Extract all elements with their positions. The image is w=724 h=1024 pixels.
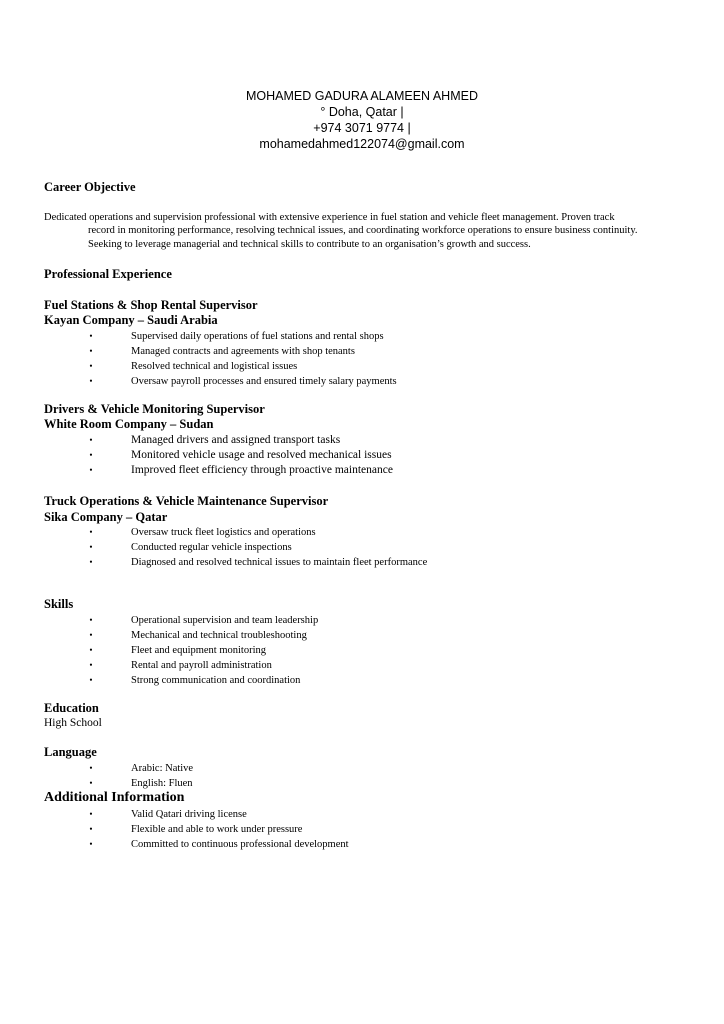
additional-info-list: [0, 807, 349, 852]
bullet-icon: •: [89, 557, 93, 567]
resume-header: [0, 88, 724, 152]
list-item: • Committed to continuous professional development: [0, 837, 349, 852]
job-company: Sika Company – Qatar: [44, 510, 168, 524]
experience-heading: Professional Experience: [44, 267, 172, 281]
candidate-email[interactable]: mohamedahmed122074@gmail.com: [259, 137, 465, 151]
language-heading: Language: [44, 745, 97, 759]
education-heading: Education: [44, 701, 99, 715]
bullet-icon: •: [89, 331, 93, 341]
list-item: • Improved fleet efficiency through proactive maintenance: [0, 463, 393, 478]
career-objective-section: [44, 211, 644, 251]
job-title: Drivers & Vehicle Monitoring Supervisor: [44, 402, 265, 416]
list-item: • Conducted regular vehicle inspections: [0, 540, 427, 555]
bullet-icon: •: [89, 778, 93, 788]
bullet-icon: •: [89, 645, 93, 655]
additional-info-heading: Additional Information: [44, 790, 185, 805]
skills-heading: Skills: [44, 597, 74, 611]
bullet-icon: •: [89, 809, 93, 819]
job-duties-list: [0, 433, 393, 478]
list-item: • Managed contracts and agreements with shop tenants: [0, 344, 397, 359]
job-duties-list: [0, 329, 397, 389]
bullet-icon: •: [89, 450, 93, 460]
job-title: Truck Operations & Vehicle Maintenance Supervisor: [44, 494, 329, 508]
bullet-icon: •: [89, 630, 93, 640]
language-list: [0, 761, 193, 791]
list-item: • Flexible and able to work under pressure: [0, 822, 349, 837]
job-duties-list: [0, 525, 427, 570]
candidate-location: ° Doha, Qatar |: [320, 105, 404, 119]
job-company: White Room Company – Sudan: [44, 417, 214, 431]
bullet-icon: •: [89, 660, 93, 670]
list-item: • Resolved technical and logistical issues: [0, 359, 397, 374]
education-text: High School: [44, 717, 102, 729]
bullet-icon: •: [89, 824, 93, 834]
career-objective-heading: Career Objective: [44, 180, 136, 194]
bullet-icon: •: [89, 376, 93, 386]
list-item: • Managed drivers and assigned transport tasks: [0, 433, 393, 448]
list-item: • Arabic: Native: [0, 761, 193, 776]
bullet-icon: •: [89, 839, 93, 849]
list-item: • Mechanical and technical troubleshooting: [0, 628, 318, 643]
bullet-icon: •: [89, 527, 93, 537]
skills-list: [0, 613, 318, 688]
list-item: • Monitored vehicle usage and resolved mechanical issues: [0, 448, 393, 463]
bullet-icon: •: [89, 675, 93, 685]
list-item: • Oversaw truck fleet logistics and operations: [0, 525, 427, 540]
bullet-icon: •: [89, 346, 93, 356]
list-item: • Rental and payroll administration: [0, 658, 318, 673]
list-item: • Operational supervision and team leadership: [0, 613, 318, 628]
bullet-icon: •: [89, 542, 93, 552]
list-item: • Oversaw payroll processes and ensured timely salary payments: [0, 374, 397, 389]
bullet-icon: •: [89, 763, 93, 773]
bullet-icon: •: [89, 465, 93, 475]
list-item: • Strong communication and coordination: [0, 673, 318, 688]
list-item: • Supervised daily operations of fuel stations and rental shops: [0, 329, 397, 344]
list-item: • Diagnosed and resolved technical issues to maintain fleet performance: [0, 555, 427, 570]
career-objective-text: Dedicated operations and supervision professional with extensive experience in fuel station and vehicle fleet management. Proven track record in monitoring performance, resolving technical issues, and coordinating workforce operations to ensure business continuity. Seeking to leverage managerial and technical skills to contribute to an organisation’s growth and success.: [44, 212, 638, 250]
candidate-phone: +974 3071 9774 |: [313, 121, 411, 135]
bullet-icon: •: [89, 361, 93, 371]
bullet-icon: •: [89, 615, 93, 625]
list-item: • Fleet and equipment monitoring: [0, 643, 318, 658]
job-company: Kayan Company – Saudi Arabia: [44, 313, 218, 327]
candidate-name: MOHAMED GADURA ALAMEEN AHMED: [246, 89, 478, 103]
list-item: • English: Fluen: [0, 776, 193, 791]
job-title: Fuel Stations & Shop Rental Supervisor: [44, 298, 258, 312]
bullet-icon: •: [89, 435, 93, 445]
list-item: • Valid Qatari driving license: [0, 807, 349, 822]
